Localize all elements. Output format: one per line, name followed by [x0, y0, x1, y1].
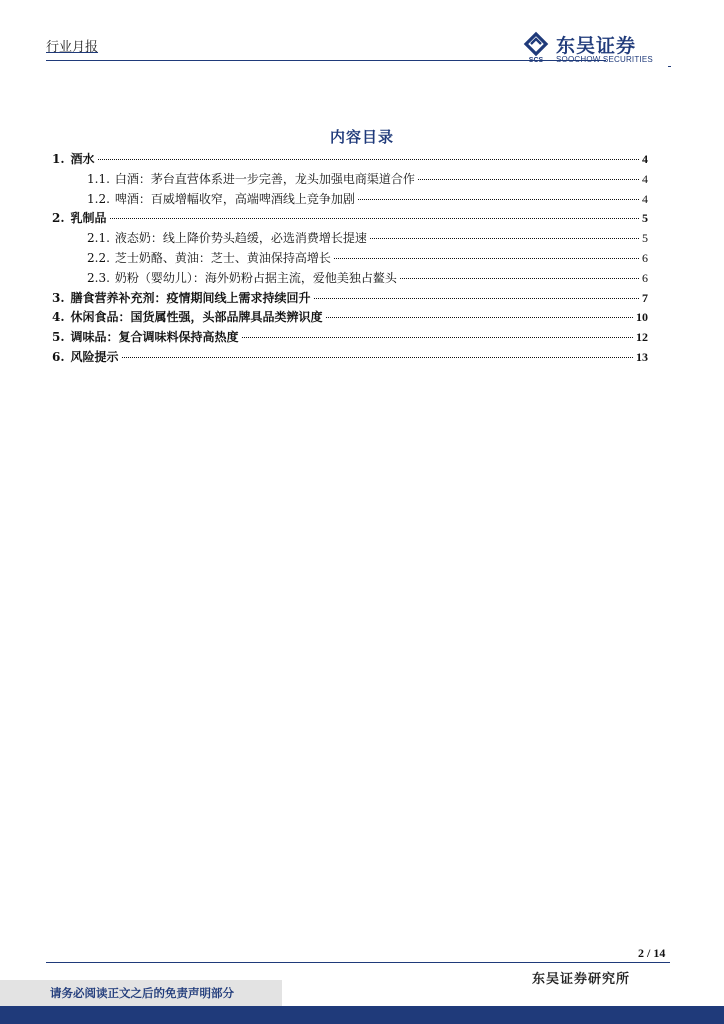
toc-entry[interactable]	[52, 328, 648, 348]
toc-entry[interactable]	[52, 269, 648, 289]
toc-entry[interactable]	[52, 170, 648, 190]
toc-entry-page: 5	[642, 231, 648, 246]
header-tick-mark	[668, 66, 671, 67]
toc-entry-page: 5	[642, 211, 648, 226]
toc-entry-page: 10	[636, 310, 648, 325]
toc-dot-leader	[314, 298, 639, 299]
toc-entry-number: 2.1.	[87, 231, 110, 246]
table-of-contents	[52, 150, 648, 368]
toc-dot-leader	[370, 238, 639, 239]
logo-mark-icon	[522, 30, 550, 64]
toc-entry-title: 奶粉（婴幼儿）：海外奶粉占据主流，爱他美独占鳌头	[114, 270, 397, 285]
toc-dot-leader	[334, 258, 639, 259]
toc-dot-leader	[110, 218, 639, 219]
toc-entry-page: 12	[636, 330, 648, 345]
toc-entry-number: 2.2.	[87, 250, 110, 265]
institute-name: 东吴证券研究所	[532, 972, 631, 987]
toc-entry[interactable]	[52, 249, 648, 269]
toc-dot-leader	[122, 357, 633, 358]
toc-entry-title: 调味品：复合调味料保持高热度	[70, 330, 239, 345]
toc-entry-number: 2.	[52, 211, 65, 226]
toc-dot-leader	[358, 199, 639, 200]
toc-entry-title: 酒水	[70, 152, 95, 166]
footer-divider	[46, 962, 670, 963]
toc-entry-number: 6.	[52, 349, 65, 364]
report-type-label: 行业月报	[46, 40, 99, 55]
page-number: 2 / 14	[638, 946, 666, 960]
toc-entry-page: 6	[642, 250, 648, 265]
toc-entry-title: 膳食营养补充剂：疫情期间线上需求持续回升	[70, 290, 311, 305]
toc-entry[interactable]	[52, 229, 648, 249]
toc-entry[interactable]	[52, 348, 648, 368]
logo-mark-letters: SCS	[528, 57, 544, 64]
toc-dot-leader	[326, 317, 633, 318]
toc-dot-leader	[400, 278, 639, 279]
toc-entry-title: 芝士奶酪、黄油：芝士、黄油保持高增长	[114, 250, 331, 265]
toc-entry-number: 4.	[52, 310, 65, 325]
toc-entry-title: 液态奶：线上降价势头趋缓，必选消费增长提速	[114, 231, 367, 246]
toc-dot-leader	[242, 337, 633, 338]
toc-entry-title: 休闲食品：国货属性强，头部品牌具品类辨识度	[70, 310, 323, 325]
toc-title: 内容目录	[329, 128, 394, 146]
toc-entry[interactable]	[52, 209, 648, 229]
disclaimer-banner	[0, 980, 282, 1006]
toc-entry-page: 13	[636, 349, 648, 364]
toc-entry-page: 4	[642, 191, 648, 206]
toc-entry-title: 白酒：茅台直营体系进一步完善，龙头加强电商渠道合作	[114, 171, 415, 186]
toc-entry[interactable]	[52, 289, 648, 309]
footer-brand-bar	[0, 1006, 724, 1024]
toc-entry-number: 5.	[52, 330, 65, 345]
toc-dot-leader	[98, 159, 639, 160]
toc-entry-number: 1.	[52, 152, 65, 166]
toc-entry-title: 乳制品	[70, 211, 107, 226]
toc-entry-number: 1.2.	[87, 191, 110, 206]
toc-entry[interactable]	[52, 308, 648, 328]
disclaimer-text: 请务必阅读正文之后的免责声明部分	[50, 986, 234, 1000]
toc-entry-title: 风险提示	[70, 349, 119, 364]
toc-entry-page: 6	[642, 270, 648, 285]
logo-chinese-name: 东吴证券	[556, 35, 637, 57]
toc-entry[interactable]	[52, 150, 648, 170]
toc-entry-page: 7	[642, 290, 648, 305]
toc-entry-number: 2.3.	[87, 270, 110, 285]
soochow-securities-logo	[522, 30, 672, 66]
toc-entry[interactable]	[52, 190, 648, 210]
toc-entry-title: 啤酒：百威增幅收窄，高端啤酒线上竞争加剧	[114, 191, 355, 206]
toc-entry-page: 4	[642, 152, 648, 166]
logo-english-name: SOOCHOW SECURITIES	[556, 55, 653, 64]
toc-dot-leader	[418, 179, 639, 180]
toc-entry-page: 4	[642, 171, 648, 186]
toc-entry-number: 1.1.	[87, 171, 110, 186]
toc-entry-number: 3.	[52, 290, 65, 305]
